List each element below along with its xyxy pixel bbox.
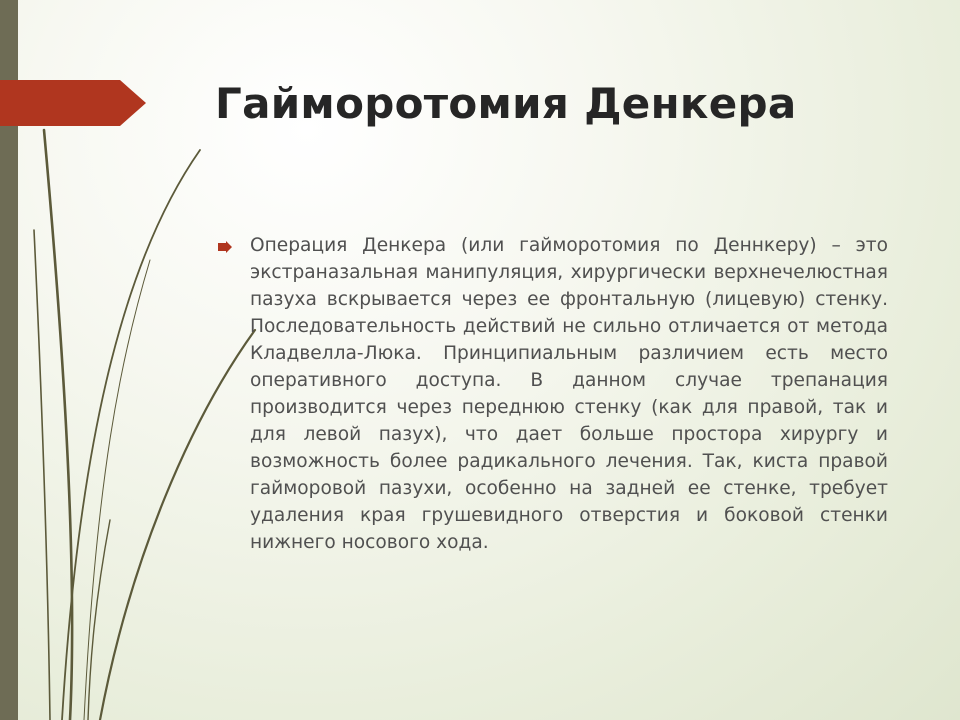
slide-body: [218, 232, 888, 556]
bullet-text: Операция Денкера (или гайморотомия по Деннкеру) – это экстраназальная манипуляция, хирургически верхнечелюстная пазуха вскрывается через ее фронтальную (лицевую) стенку. Последовательность действий не сильно отличается от метода Кладвелла-Люка. Принципиальным различием есть место оперативного доступа. В данном случае трепанация производится через переднюю стенку (как для правой, так и для левой пазух), что дает больше простора хирургу и возможность более радикального лечения. Так, киста правой гайморовой пазухи, особенно на задней ее стенке, требует удаления края грушевидного отверстия и боковой стенки нижнего носового хода.: [250, 235, 888, 553]
bullet-item: [218, 232, 888, 556]
title-accent-tab: [0, 80, 150, 126]
slide-title: Гайморотомия Денкера: [215, 79, 797, 128]
arrow-right-icon: [218, 241, 232, 253]
